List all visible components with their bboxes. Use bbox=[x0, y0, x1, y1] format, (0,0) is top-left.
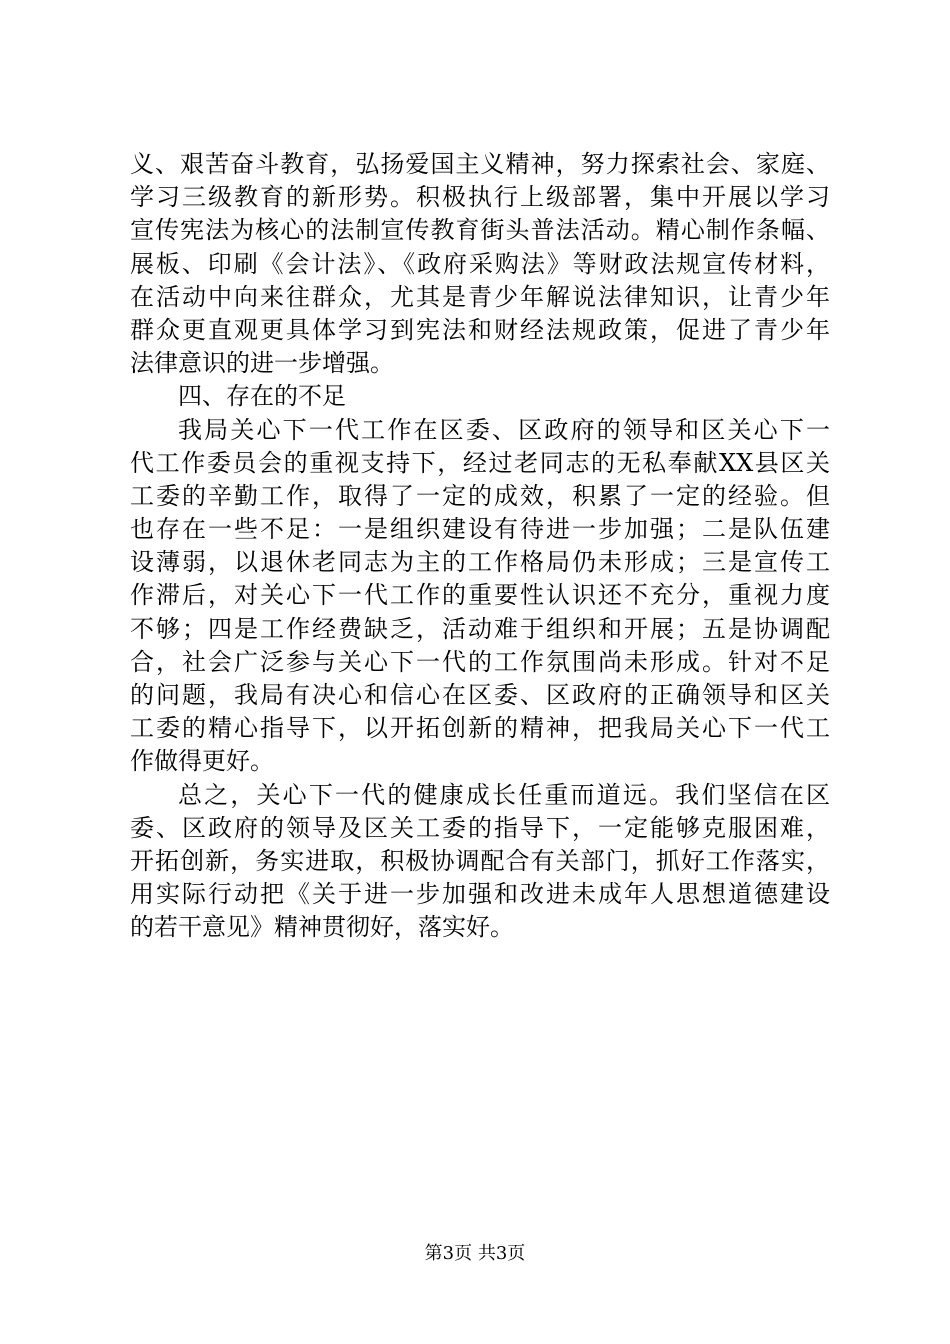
text-line: 代工作委员会的重视支持下，经过老同志的无私奉献XX县区关 bbox=[130, 448, 830, 477]
text-line: 的问题，我局有决心和信心在区委、区政府的正确领导和区关 bbox=[130, 681, 830, 709]
text-line: 开拓创新，务实进取，积极协调配合有关部门，抓好工作落实， bbox=[130, 846, 830, 875]
text-line: 委、区政府的领导及区关工委的指导下，一定能够克服困难， bbox=[130, 813, 830, 842]
text-line: 我局关心下一代工作在区委、区政府的领导和区关心下一 bbox=[178, 415, 830, 444]
text-line: 宣传宪法为核心的法制宣传教育街头普法活动。精心制作条幅、 bbox=[130, 216, 830, 245]
document-body bbox=[130, 148, 830, 945]
text-line: 用实际行动把《关于进一步加强和改进未成年人思想道德建设 bbox=[130, 880, 830, 909]
text-line: 四、存在的不足 bbox=[178, 382, 346, 411]
text-line: 不够；四是工作经费缺乏，活动难于组织和开展；五是协调配 bbox=[130, 614, 830, 643]
text-line: 工委的辛勤工作，取得了一定的成效，积累了一定的经验。但 bbox=[130, 481, 830, 510]
text-line: 的若干意见》精神贯彻好，落实好。 bbox=[130, 913, 514, 942]
text-line: 学习三级教育的新形势。积极执行上级部署，集中开展以学习 bbox=[130, 183, 830, 212]
text-line: 在活动中向来往群众，尤其是青少年解说法律知识，让青少年 bbox=[130, 282, 830, 311]
text-line: 法律意识的进一步增强。 bbox=[130, 349, 394, 378]
text-line: 群众更直观更具体学习到宪法和财经法规政策，促进了青少年 bbox=[130, 315, 830, 344]
text-line: 合，社会广泛参与关心下一代的工作氛围尚未形成。针对不足 bbox=[130, 647, 830, 676]
text-line: 总之，关心下一代的健康成长任重而道远。我们坚信在区 bbox=[178, 780, 830, 809]
text-line: 展板、印刷《会计法》、《政府采购法》等财政法规宣传材料， bbox=[130, 249, 830, 278]
text-line: 义、艰苦奋斗教育，弘扬爱国主义精神，努力探索社会、家庭、 bbox=[130, 150, 830, 178]
text-line: 也存在一些不足：一是组织建设有待进一步加强；二是队伍建 bbox=[130, 515, 830, 544]
text-line: 作滞后，对关心下一代工作的重要性认识还不充分，重视力度 bbox=[130, 581, 830, 610]
page-footer: 第3页 共3页 bbox=[424, 1243, 526, 1264]
text-line: 设薄弱，以退休老同志为主的工作格局仍未形成；三是宣传工 bbox=[130, 548, 830, 577]
text-line: 作做得更好。 bbox=[130, 747, 274, 776]
text-line: 工委的精心指导下，以开拓创新的精神，把我局关心下一代工 bbox=[130, 714, 830, 743]
